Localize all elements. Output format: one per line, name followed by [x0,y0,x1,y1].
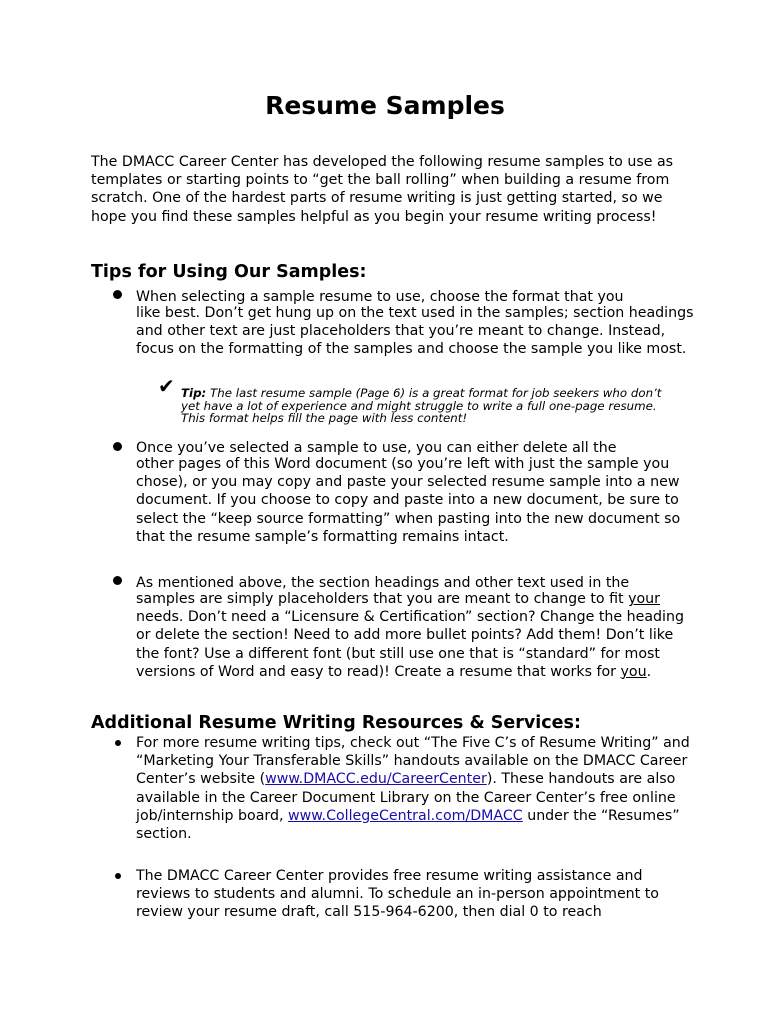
tips-item-1: When selecting a sample resume to use, choose the format that you like best. Don’t get hung up on the text used in the samples; section headings and other text are just placeholders that you’re meant to change. Instead, focus on the formatting of the samples and choose the sample you like most. [136,289,694,358]
tips-item-3: As mentioned above, the section headings and other text used in the samples are simply placeholders that you are meant to change to fit your needs. Don’t need a “Licensure & Certification” section? Change the heading or delete the section! Need to add more bullet points? Add them! Don’t like the font? Use a different font (but still use one that is “standard” for most versions of Word and easy to read)! Create a resume that works for you. [136,575,684,680]
bullet-dot [115,873,121,879]
tips-heading: Tips for Using Our Samples: [91,262,367,282]
resources-heading: Additional Resume Writing Resources & Services: [91,713,581,733]
tips-item-2: Once you’ve selected a sample to use, you can either delete all the other pages of this Word document (so you’re left with just the sample you chose), or you may copy and paste your selected resume sample into a new document. If you choose to copy and paste into a new document, be sure to select the “keep source formatting” when pasting into the new document so that the resume sample’s formatting remains intact. [136,440,681,545]
tip-note: Tip: The last resume sample (Page 6) is a great format for job seekers who don’t yet have a lot of experience and might struggle to write a full one-page resume. This format helps fill the page with less content! [181,386,662,425]
checkmark-icon: ✔ [158,374,175,398]
resources-item-2: The DMACC Career Center provides free resume writing assistance and reviews to students and alumni. To schedule an in-person appointment to review your resume draft, call 515-964-6200, then dial 0 to reach [136,868,659,921]
page-title: Resume Samples [265,91,505,120]
resources-item-1: For more resume writing tips, check out “The Five C’s of Resume Writing” and “Marketing Your Transferable Skills” handouts available on the DMACC Career Center’s website (www.DMACC.edu/CareerCenter). These handouts are also available in the Career Document Library on the Career Center’s free online job/internship board, www.CollegeCentral.com/DMACC under the “Resumes” section. [136,735,690,843]
dmacc-career-center-link[interactable]: www.DMACC.edu/CareerCenter [265,771,487,788]
intro-paragraph: The DMACC Career Center has developed the following resume samples to use as templates or starting points to “get the ball rolling” when building a resume from scratch. One of the hardest parts of resume writing is just getting started, so we hope you find these samples helpful as you begin your resume writing process! [91,154,674,225]
bullet-dot [113,576,122,585]
bullet-dot [113,442,122,451]
bullet-dot [115,740,121,746]
college-central-link[interactable]: www.CollegeCentral.com/DMACC [288,807,523,824]
bullet-dot [113,290,122,299]
